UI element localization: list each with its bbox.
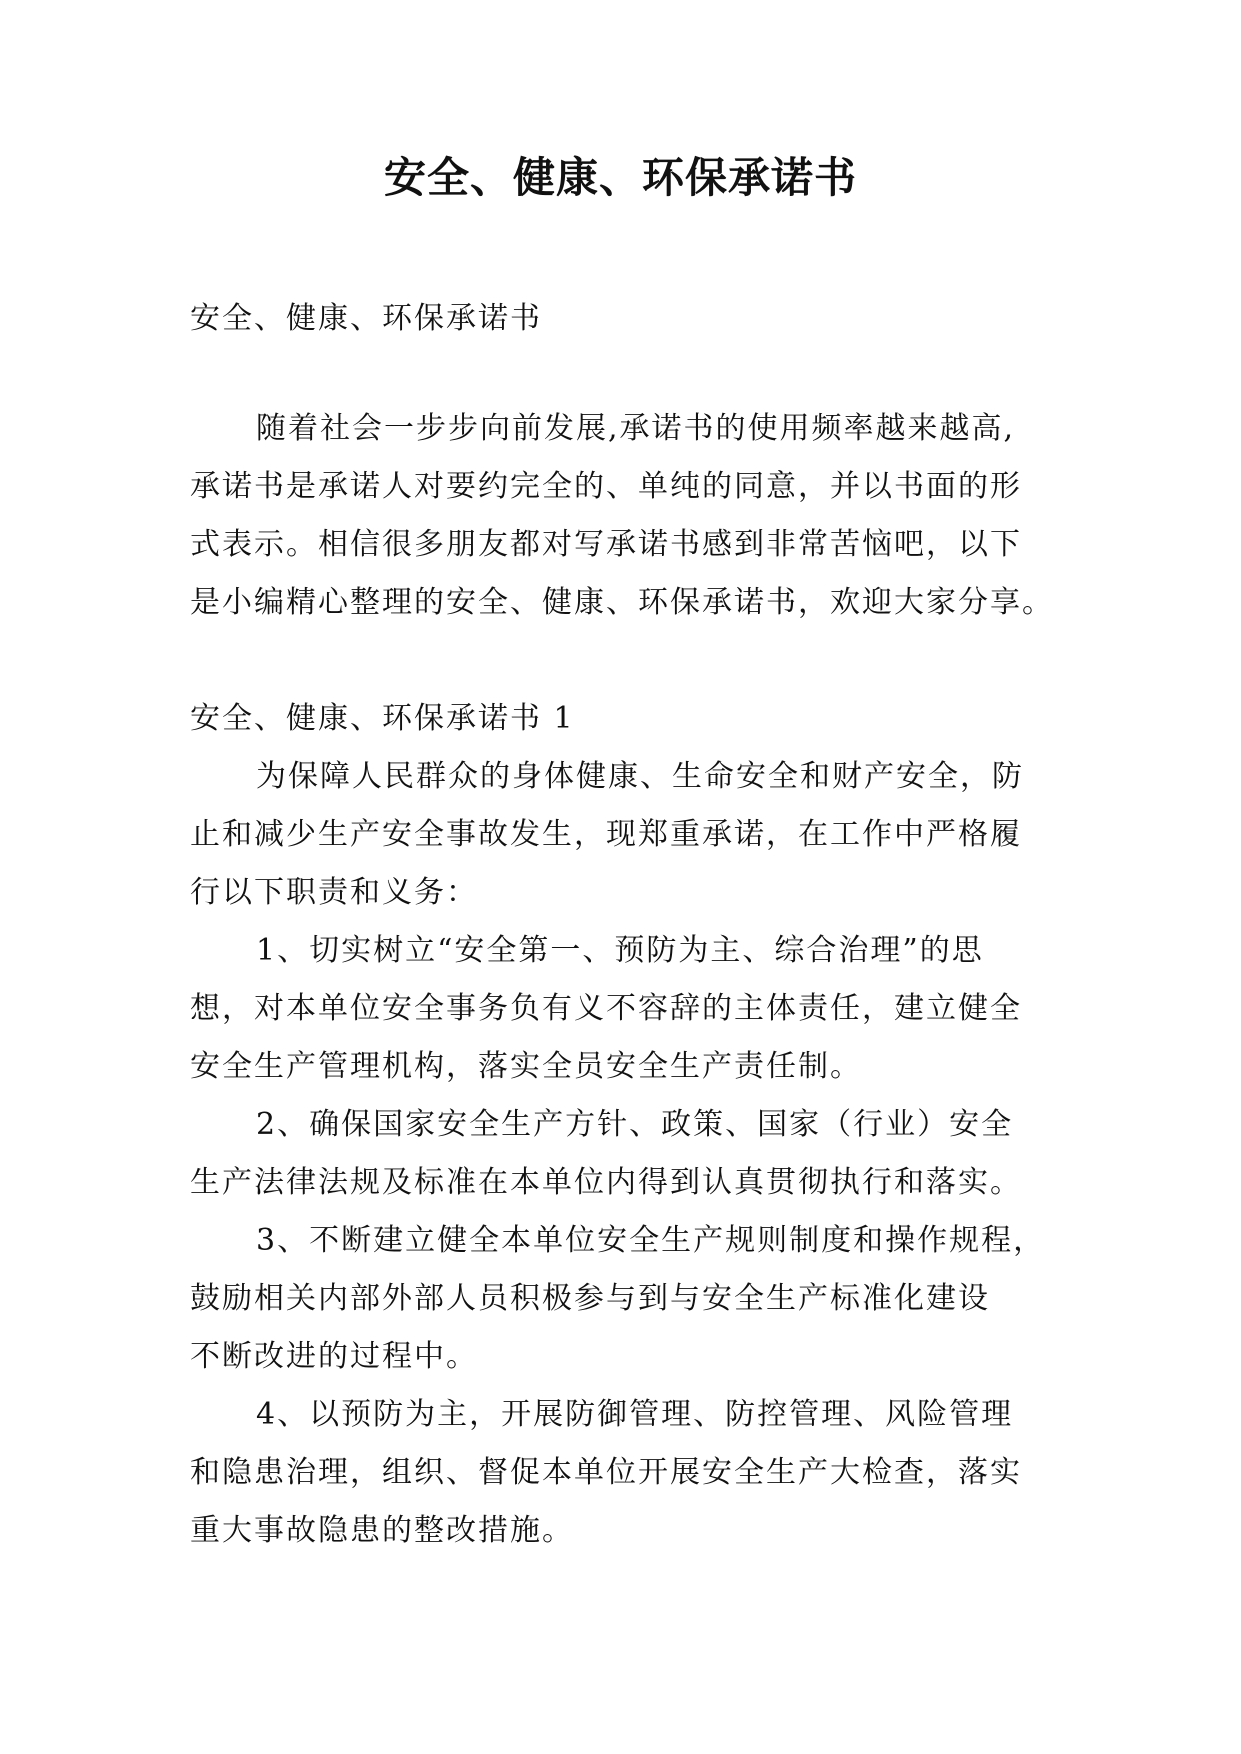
intro-paragraph	[190, 400, 1054, 632]
document-subtitle: 安全、健康、环保承诺书	[190, 301, 542, 336]
intro-line: 随着社会一步步向前发展,承诺书的使用频率越来越高,	[256, 411, 1016, 446]
section-heading: 安全、健康、环保承诺书 1	[190, 701, 575, 736]
intro-line: 式表示。相信很多朋友都对写承诺书感到非常苦恼吧，以下	[190, 527, 1022, 562]
section-line: 和隐患治理，组织、督促本单位开展安全生产大检查，落实	[190, 1455, 1022, 1490]
section-line: 3、不断建立健全本单位安全生产规则制度和操作规程，	[256, 1223, 1046, 1258]
section-line: 1、切实树立“安全第一、预防为主、综合治理”的思	[256, 933, 984, 968]
page-title: 安全、健康、环保承诺书	[383, 153, 857, 202]
section-line: 2、确保国家安全生产方针、政策、国家（行业）安全	[256, 1107, 1014, 1142]
section-line: 想，对本单位安全事务负有义不容辞的主体责任，建立健全	[190, 991, 1022, 1026]
section-line: 行以下职责和义务：	[190, 875, 478, 910]
section-line: 安全生产管理机构，落实全员安全生产责任制。	[190, 1049, 862, 1084]
section-line: 鼓励相关内部外部人员积极参与到与安全生产标准化建设	[190, 1281, 990, 1316]
section-body	[190, 748, 1050, 1560]
section-line: 生产法律法规及标准在本单位内得到认真贯彻执行和落实。	[190, 1165, 1022, 1200]
intro-line: 是小编精心整理的安全、健康、环保承诺书，欢迎大家分享。	[190, 585, 1054, 620]
section-line: 为保障人民群众的身体健康、生命安全和财产安全，防	[256, 759, 1024, 794]
section-line: 4、以预防为主，开展防御管理、防控管理、风险管理	[256, 1397, 1014, 1432]
section-line: 不断改进的过程中。	[190, 1339, 478, 1374]
intro-line: 承诺书是承诺人对要约完全的、单纯的同意，并以书面的形	[190, 469, 1022, 504]
section-line: 重大事故隐患的整改措施。	[190, 1513, 574, 1548]
section-line: 止和减少生产安全事故发生，现郑重承诺，在工作中严格履	[190, 817, 1022, 852]
